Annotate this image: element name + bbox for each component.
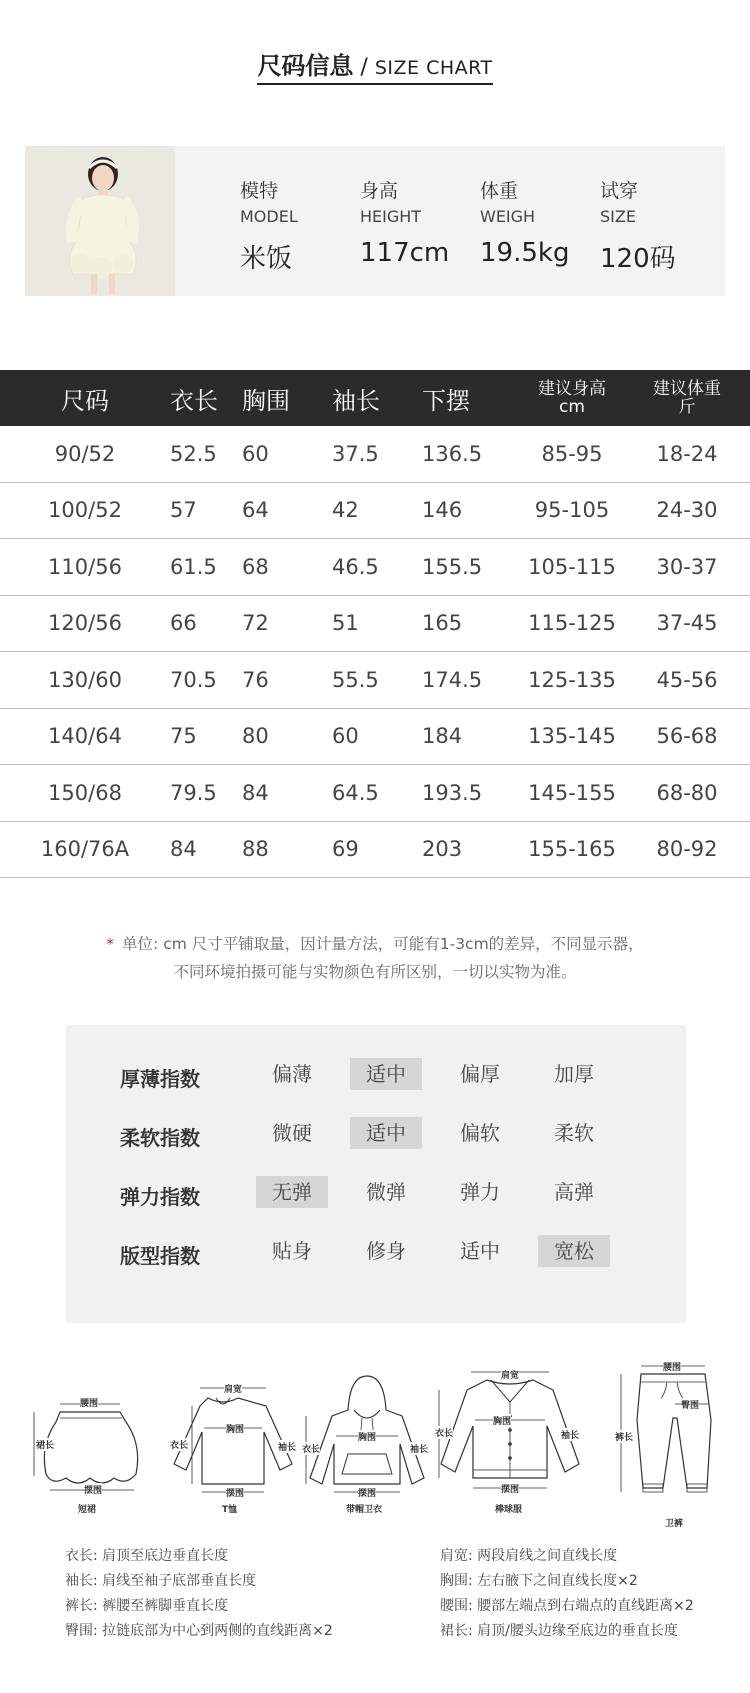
index-label: 厚薄指数 (120, 1067, 200, 1091)
jacket-caption: 棒球服 (495, 1505, 523, 1515)
title-cn: 尺码信息 (257, 52, 354, 80)
definition-right-4: 裙长: 肩顶/腰头边缘至底边的垂直长度 (440, 1623, 678, 1639)
model-size-label-en: SIZE (600, 207, 636, 226)
cell-length: 75 (170, 724, 197, 749)
hoodie-sleeve-label: 袖长 (410, 1442, 428, 1455)
jacket-sleeve-label: 袖长 (561, 1428, 579, 1441)
pants-caption: 卫裤 (665, 1519, 684, 1529)
cell-suggested-weight: 18-24 (656, 441, 718, 466)
size-table-header (0, 370, 750, 426)
index-label: 柔软指数 (120, 1126, 200, 1150)
definition-right-2: 胸围: 左右腋下之间直线长度×2 (440, 1573, 638, 1589)
header-suggested-height-unit: cm (559, 397, 585, 417)
cell-size: 150/68 (48, 780, 122, 805)
model-weight-label-en: WEIGH (480, 207, 536, 226)
cell-hem: 184 (422, 724, 463, 749)
index-option: 柔软 (554, 1121, 594, 1145)
index-row (66, 1057, 686, 1097)
definition-left-3: 裤长: 裤腰至裤脚垂直长度 (65, 1598, 229, 1614)
index-option-selected: 无弹 (256, 1176, 328, 1208)
definition-left-1: 衣长: 肩顶至底边垂直长度 (65, 1548, 229, 1564)
cell-suggested-height: 115-125 (528, 611, 616, 636)
garment-diagrams (30, 1360, 720, 1530)
cell-length: 61.5 (170, 554, 217, 579)
jacket-length-label: 衣长 (435, 1426, 453, 1439)
cell-length: 70.5 (170, 667, 217, 692)
definition-right-3: 腰围: 腰部左端点到右端点的直线距离×2 (440, 1598, 694, 1614)
cell-length: 84 (170, 837, 197, 862)
cell-size: 140/64 (48, 724, 122, 749)
index-option: 偏薄 (272, 1062, 312, 1086)
model-height-label: 身高 (360, 180, 399, 202)
note-line-1: 单位: cm 尺寸平铺取量，因计量方法，可能有1-3cm的差异，不同显示器， (122, 935, 644, 953)
cell-hem: 136.5 (422, 441, 483, 466)
cell-hem: 165 (422, 611, 463, 636)
cell-length: 57 (170, 498, 197, 523)
header-suggested-weight-label: 建议体重 (653, 379, 721, 399)
note-star: * (106, 935, 115, 953)
model-weight-col (480, 176, 600, 275)
cell-sleeve: 60 (332, 724, 359, 749)
cell-suggested-weight: 37-45 (656, 611, 718, 636)
index-option-selected: 宽松 (538, 1235, 610, 1267)
measurement-note (0, 930, 750, 986)
model-weight-value: 19.5kg (480, 238, 570, 268)
index-option: 微弹 (366, 1180, 406, 1204)
hoodie-caption: 带帽卫衣 (346, 1505, 383, 1515)
table-row (0, 483, 750, 540)
jacket-shoulder-label: 肩宽 (501, 1368, 519, 1381)
hoodie-hem-label: 摆围 (358, 1486, 376, 1499)
cell-size: 160/76A (40, 837, 130, 862)
header-size: 尺码 (61, 386, 109, 415)
model-name-col (240, 176, 360, 275)
cell-sleeve: 42 (332, 498, 359, 523)
cell-sleeve: 51 (332, 611, 359, 636)
definition-left-2: 袖长: 肩线至袖子底部垂直长度 (65, 1573, 257, 1589)
hoodie-diagram (302, 1370, 432, 1515)
hoodie-length-label: 衣长 (302, 1442, 320, 1455)
model-size-label: 试穿 (600, 180, 639, 202)
cell-suggested-weight: 30-37 (656, 554, 718, 579)
cell-suggested-weight: 56-68 (656, 724, 718, 749)
index-option: 偏厚 (460, 1062, 500, 1086)
header-suggested-height (517, 380, 627, 416)
table-row (0, 539, 750, 596)
table-row (0, 426, 750, 483)
page-title (0, 46, 750, 85)
index-option: 弹力 (460, 1180, 500, 1204)
definition-right-1: 肩宽: 两段肩线之间直线长度 (440, 1548, 618, 1564)
cell-hem: 203 (422, 837, 463, 862)
model-size-col (600, 176, 720, 275)
index-option-selected: 适中 (350, 1117, 422, 1149)
cell-suggested-height: 135-145 (528, 724, 616, 749)
index-row (66, 1234, 686, 1274)
table-row (0, 652, 750, 709)
tshirt-diagram (168, 1380, 298, 1515)
header-sleeve: 袖长 (332, 386, 380, 415)
header-suggested-weight (627, 380, 747, 416)
cell-size: 130/60 (48, 667, 122, 692)
cell-suggested-weight: 80-92 (656, 837, 718, 862)
skirt-caption: 短裙 (78, 1505, 97, 1515)
cell-suggested-weight: 68-80 (656, 780, 718, 805)
model-name-value: 米饭 (240, 244, 293, 274)
cell-hem: 146 (422, 498, 463, 523)
index-option: 贴身 (272, 1239, 312, 1263)
model-size-value: 120码 (600, 244, 676, 274)
cell-length: 66 (170, 611, 197, 636)
table-row (0, 709, 750, 766)
index-option: 修身 (366, 1239, 406, 1263)
cell-chest: 64 (242, 498, 269, 523)
title-en: SIZE CHART (374, 57, 493, 79)
index-option: 高弹 (554, 1180, 594, 1204)
cell-suggested-height: 105-115 (528, 554, 616, 579)
model-height-col (360, 176, 480, 275)
index-label: 弹力指数 (120, 1185, 200, 1209)
pants-waist-label: 腰围 (663, 1360, 681, 1373)
cell-size: 100/52 (48, 498, 122, 523)
cell-suggested-height: 125-135 (528, 667, 616, 692)
cell-suggested-weight: 45-56 (656, 667, 718, 692)
index-option: 加厚 (554, 1062, 594, 1086)
header-chest: 胸围 (242, 386, 290, 415)
cell-length: 52.5 (170, 441, 217, 466)
cell-suggested-weight: 24-30 (656, 498, 718, 523)
index-option-selected: 适中 (350, 1058, 422, 1090)
cell-suggested-height: 85-95 (541, 441, 603, 466)
skirt-waist-label: 腰围 (80, 1396, 98, 1409)
cell-size: 120/56 (48, 611, 122, 636)
cell-suggested-height: 145-155 (528, 780, 616, 805)
table-row (0, 765, 750, 822)
header-hem: 下摆 (422, 386, 470, 415)
jacket-chest-label: 胸围 (493, 1414, 511, 1427)
model-name-label: 模特 (240, 180, 279, 202)
cell-chest: 60 (242, 441, 269, 466)
table-row (0, 596, 750, 653)
cell-chest: 72 (242, 611, 269, 636)
cell-chest: 76 (242, 667, 269, 692)
cell-sleeve: 64.5 (332, 780, 379, 805)
model-height-value: 117cm (360, 238, 450, 268)
note-line-2: 不同环境拍摄可能与实物颜色有所区别，一切以实物为准。 (173, 963, 577, 981)
cell-sleeve: 55.5 (332, 667, 379, 692)
title-separator: / (353, 55, 375, 80)
skirt-hem-label: 摆围 (84, 1483, 102, 1496)
tshirt-sleeve-label: 袖长 (278, 1440, 296, 1453)
pants-hip-label: 臀围 (681, 1398, 699, 1411)
model-name-label-en: MODEL (240, 207, 298, 226)
cell-hem: 155.5 (422, 554, 483, 579)
size-table (0, 370, 750, 878)
header-length: 衣长 (170, 386, 218, 415)
cell-size: 110/56 (48, 554, 122, 579)
index-label: 版型指数 (120, 1244, 200, 1268)
header-suggested-height-label: 建议身高 (538, 379, 606, 399)
cell-suggested-height: 155-165 (528, 837, 616, 862)
tshirt-shoulder-label: 肩宽 (224, 1382, 242, 1395)
index-row (66, 1116, 686, 1156)
skirt-length-label: 裙长 (36, 1438, 54, 1451)
tshirt-hem-label: 摆围 (226, 1486, 244, 1499)
model-height-label-en: HEIGHT (360, 207, 422, 226)
tshirt-caption: T恤 (222, 1505, 238, 1515)
jacket-hem-label: 摆围 (501, 1482, 519, 1495)
skirt-diagram (30, 1390, 160, 1515)
cell-size: 90/52 (54, 441, 116, 466)
index-row (66, 1175, 686, 1215)
cell-suggested-height: 95-105 (534, 498, 610, 523)
fabric-index-panel (66, 1025, 686, 1323)
index-option: 偏软 (460, 1121, 500, 1145)
tshirt-chest-label: 胸围 (226, 1422, 244, 1435)
cell-sleeve: 37.5 (332, 441, 379, 466)
pants-length-label: 裤长 (615, 1430, 633, 1443)
table-row (0, 822, 750, 879)
index-option: 微硬 (272, 1121, 312, 1145)
size-table-body (0, 426, 750, 878)
cell-chest: 84 (242, 780, 269, 805)
cell-sleeve: 69 (332, 837, 359, 862)
cell-sleeve: 46.5 (332, 554, 379, 579)
definition-left-4: 臀围: 拉链底部为中心到两侧的直线距离×2 (65, 1623, 333, 1639)
cell-chest: 88 (242, 837, 269, 862)
cell-length: 79.5 (170, 780, 217, 805)
header-suggested-weight-unit: 斤 (678, 397, 696, 417)
cell-hem: 174.5 (422, 667, 483, 692)
jacket-diagram (435, 1368, 585, 1515)
cell-hem: 193.5 (422, 780, 483, 805)
model-photo (25, 146, 175, 296)
index-option: 适中 (460, 1239, 500, 1263)
model-weight-label: 体重 (480, 180, 519, 202)
pants-diagram (615, 1360, 725, 1530)
cell-chest: 68 (242, 554, 269, 579)
hoodie-chest-label: 胸围 (358, 1430, 376, 1443)
model-info-card (25, 146, 725, 296)
tshirt-length-label: 衣长 (170, 1438, 188, 1451)
cell-chest: 80 (242, 724, 269, 749)
